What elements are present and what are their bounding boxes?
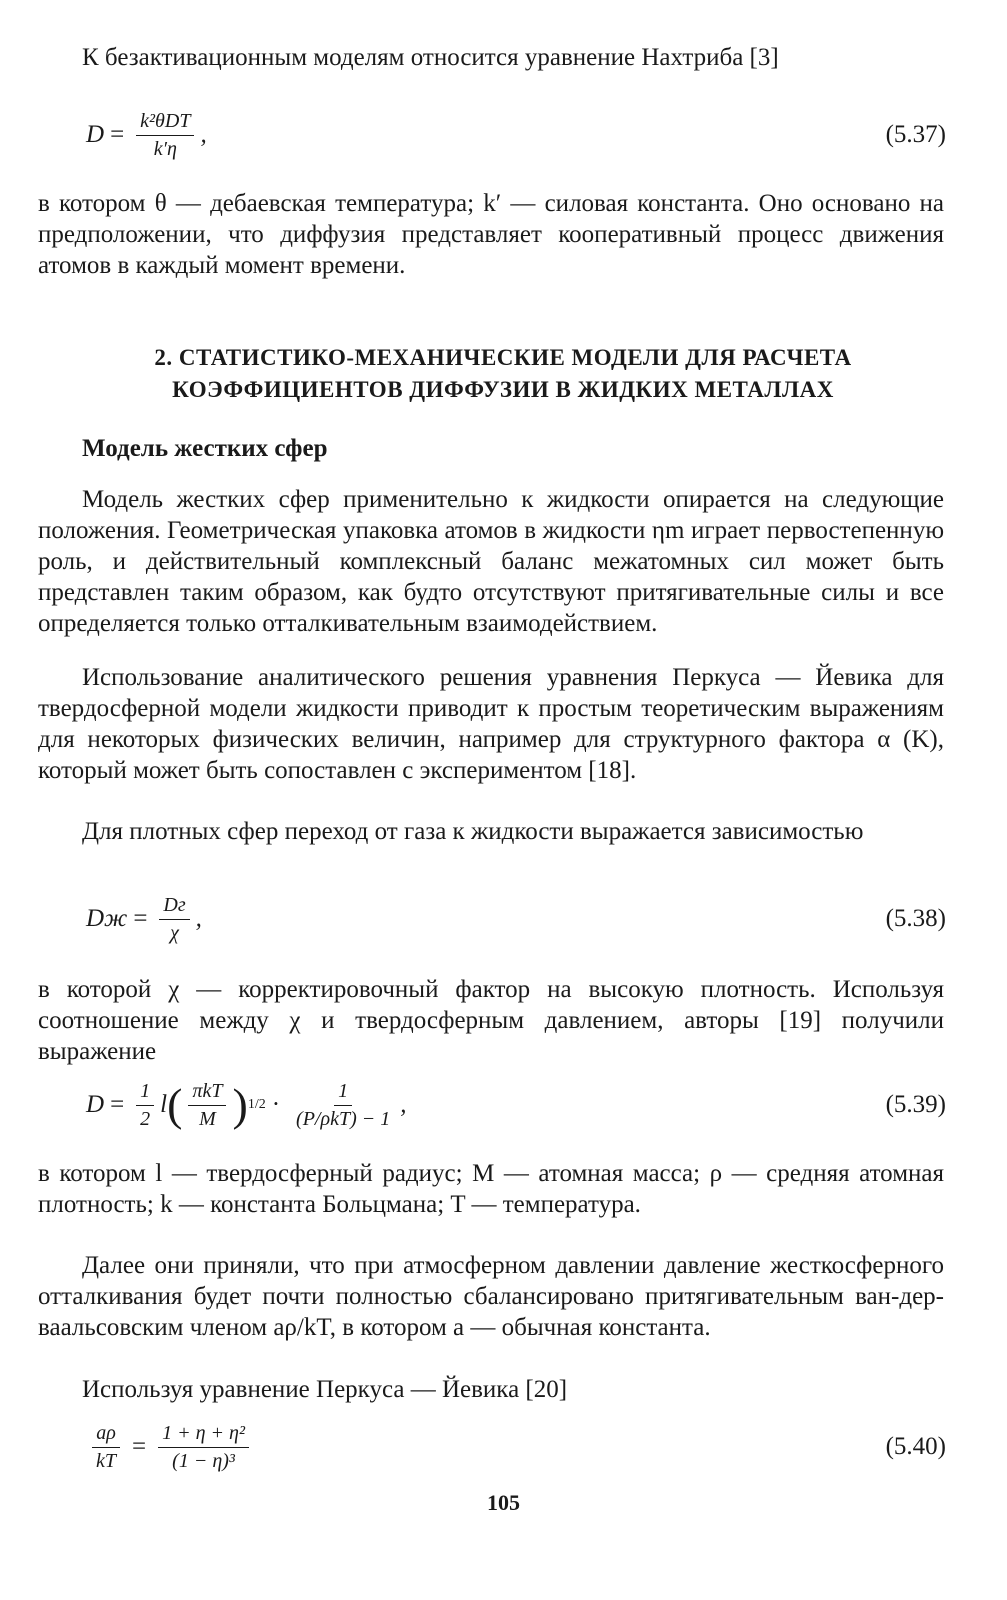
- eq-radius-symbol: l: [160, 1091, 168, 1118]
- eq-numerator: 1 + η + η²: [158, 1422, 249, 1448]
- eq-numerator: Dг: [159, 894, 189, 920]
- eq-dot: ·: [271, 1091, 281, 1118]
- equation-5-40: [86, 1412, 946, 1482]
- paragraph-definitions: в котором l — твердосферный радиус; M — атомная масса; ρ — средняя атомная плотность; k — константа Больцмана; T — температура.: [38, 1160, 944, 1218]
- paragraph-debye: в котором θ — дебаевская температура; k′ — силовая константа. Оно основано на предположении, что диффузия представляет кооперативный процесс движения атомов в каждый момент времени.: [38, 190, 944, 279]
- eq-fraction: [159, 894, 189, 945]
- right-paren: ): [232, 1079, 248, 1130]
- eq-lhs: D: [86, 1091, 105, 1118]
- paragraph-van-der-waals: Далее они приняли, что при атмосферном давлении давление жесткосферного отталкивания будет почти полностью сбалансировано притягивательным ван-дер-ваальсовским членом aρ/kT, в котором a — обычная константа.: [38, 1252, 944, 1341]
- eq-denominator: kT: [96, 1449, 116, 1472]
- paragraph-percus-yevick: Использование аналитического решения уравнения Перкуса — Йевика для твердосферной модели жидкости приводит к простым теоретическим выражениям для некоторых физических величин, например для структурного фактора α (K), который может быть сопоставлен с экспериментом [18].: [38, 664, 944, 784]
- equation-5-37: [86, 100, 946, 170]
- eq-fraction: [136, 110, 194, 161]
- eq-denominator: (1 − η)³: [172, 1449, 235, 1472]
- eq-numerator: 1: [334, 1080, 352, 1106]
- eq-numerator: aρ: [92, 1422, 120, 1448]
- eq-equals: =: [110, 1091, 125, 1118]
- page-number: 105: [487, 1490, 520, 1515]
- eq-lhs: D: [86, 121, 105, 148]
- eq-lhs-fraction: [92, 1422, 120, 1473]
- left-paren: (: [167, 1079, 183, 1130]
- eq-exponent: 1/2: [247, 1097, 266, 1112]
- equation-5-39: [86, 1070, 946, 1140]
- paragraph-intro: К безактивационным моделям относится уравнение Нахтриба [3]: [82, 44, 779, 71]
- eq-denominator: M: [199, 1107, 216, 1130]
- eq-fraction: [158, 1422, 249, 1473]
- eq-denominator: 2: [140, 1107, 151, 1130]
- equation-number: (5.39): [885, 1091, 946, 1118]
- paragraph-correction-factor: в которой χ — корректировочный фактор на высокую плотность. Используя соотношение между χ и твердосферным давлением, авторы [19] получили выражение: [38, 976, 944, 1065]
- equation-number: (5.38): [885, 905, 946, 932]
- eq-lhs: Dж: [86, 905, 128, 932]
- section-title-line2: КОЭФФИЦИЕНТОВ ДИФФУЗИИ В ЖИДКИХ МЕТАЛЛАХ: [172, 377, 834, 402]
- eq-equals: =: [133, 905, 148, 932]
- equation-5-38: [86, 884, 946, 954]
- eq-equals: =: [110, 121, 125, 148]
- eq-comma: ,: [200, 121, 207, 148]
- eq-denominator: (P/ρkT) − 1: [296, 1107, 391, 1130]
- section-title-line1: 2. СТАТИСТИКО-МЕХАНИЧЕСКИЕ МОДЕЛИ ДЛЯ РАСЧЕТА: [154, 345, 852, 370]
- eq-numerator: πkT: [188, 1080, 226, 1106]
- eq-denominator: k′η: [153, 137, 177, 160]
- equation-number: (5.40): [885, 1433, 946, 1460]
- paragraph-dense-spheres: Для плотных сфер переход от газа к жидкости выражается зависимостью: [82, 818, 864, 845]
- paragraph-percus-yevick-equation: Используя уравнение Перкуса — Йевика [20]: [82, 1376, 568, 1403]
- eq-numerator: 1: [136, 1080, 154, 1106]
- eq-equals: =: [132, 1433, 147, 1460]
- eq-inner-fraction: [188, 1080, 226, 1131]
- equation-number: (5.37): [885, 121, 946, 148]
- paragraph-hard-spheres: Модель жестких сфер применительно к жидкости опирается на следующие положения. Геометрическая упаковка атомов в жидкости ηm играет первостепенную роль, и действительный комплексный баланс межатомных сил может быть представлен таким образом, как будто отсутствуют притягивательные силы и все определяется только отталкивательным взаимодействием.: [38, 486, 944, 637]
- eq-fraction: [292, 1080, 394, 1131]
- eq-comma: ,: [195, 905, 202, 932]
- eq-comma: ,: [400, 1091, 407, 1118]
- eq-denominator: χ: [170, 921, 179, 944]
- eq-numerator: k²θDT: [136, 110, 194, 136]
- subsection-title: Модель жестких сфер: [82, 435, 328, 462]
- eq-half: [136, 1080, 154, 1131]
